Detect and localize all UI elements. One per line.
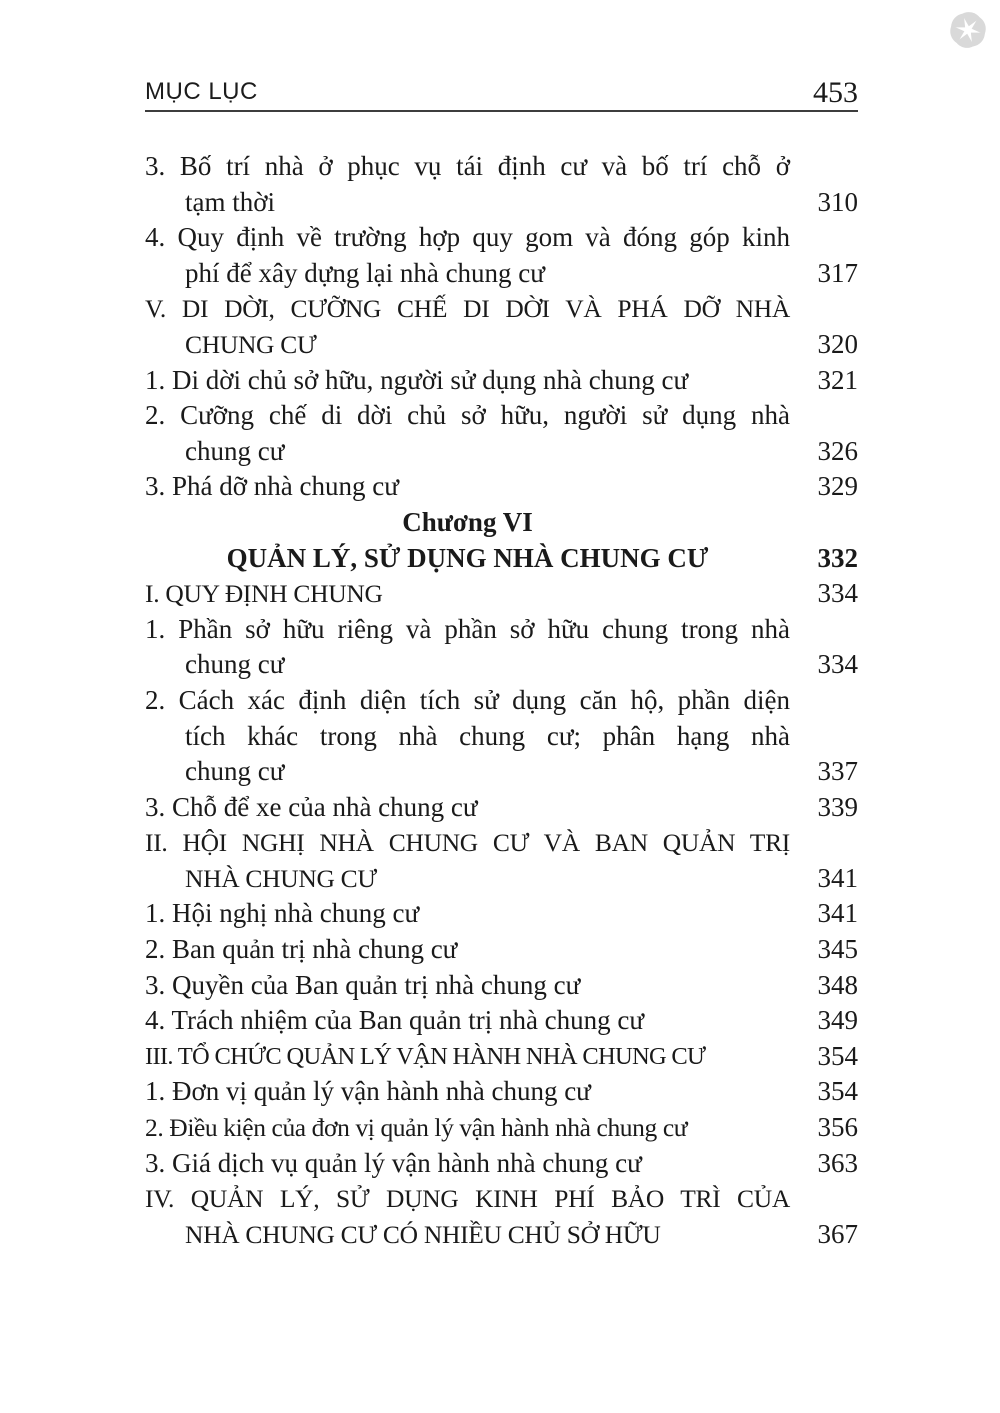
toc-row-text: chung cư: [185, 649, 285, 680]
toc-row-page-number: 354: [817, 1040, 858, 1071]
toc-row-page-number: 321: [817, 364, 858, 395]
toc-row-page-number: 329: [817, 471, 858, 502]
toc-row-text: 1. Hội nghị nhà chung cư: [145, 898, 420, 929]
toc-row: [145, 327, 858, 363]
toc-row-text: II. HỘI NGHỊ NHÀ CHUNG CƯ VÀ BAN QUẢN TRỊ: [145, 828, 790, 858]
toc-row: [145, 968, 858, 1004]
toc-row: [145, 719, 858, 755]
toc-row: [145, 612, 858, 648]
toc-row-text: 3. Bố trí nhà ở phục vụ tái định cư và bố trí chỗ ở: [145, 151, 790, 181]
toc-row-page-number: 341: [817, 862, 858, 893]
toc-list: [145, 149, 858, 1252]
toc-row: [145, 754, 858, 790]
toc-row-page-number: 363: [817, 1147, 858, 1178]
toc-row-text: phí để xây dựng lại nhà chung cư: [185, 257, 545, 288]
toc-row-text: 3. Quyền của Ban quản trị nhà chung cư: [145, 969, 581, 1000]
toc-row: [145, 647, 858, 683]
toc-row-text: 3. Phá dỡ nhà chung cư: [145, 471, 399, 502]
toc-row-text: CHUNG CƯ: [185, 329, 317, 359]
toc-row-text: 4. Trách nhiệm của Ban quản trị nhà chung cư: [145, 1005, 645, 1036]
toc-row-page-number: 367: [817, 1218, 858, 1249]
toc-row: [145, 896, 858, 932]
toc-row-page-number: 317: [817, 257, 858, 288]
toc-row-text: 2. Cưỡng chế di dời chủ sở hữu, người sử dụng nhà: [145, 400, 790, 431]
toc-row-text: tích khác trong nhà chung cư; phân hạng nhà: [185, 720, 790, 751]
toc-row-page-number: 354: [817, 1076, 858, 1107]
toc-row: [145, 1074, 858, 1110]
toc-row: [145, 790, 858, 826]
toc-row-page-number: 356: [817, 1112, 858, 1143]
toc-row-text: 2. Ban quản trị nhà chung cư: [145, 934, 458, 965]
toc-row-text: 2. Cách xác định diện tích sử dụng căn hộ, phần diện: [145, 684, 790, 715]
toc-row-page-number: 334: [817, 649, 858, 680]
toc-row-text: 1. Di dời chủ sở hữu, người sử dụng nhà chung cư: [145, 364, 689, 395]
toc-row: [145, 256, 858, 292]
flower-ornament-icon: [946, 8, 990, 52]
toc-row: [145, 683, 858, 719]
toc-row-page-number: 334: [817, 578, 858, 609]
toc-row-page-number: 349: [817, 1005, 858, 1036]
toc-row: [145, 505, 858, 541]
toc-row-page-number: 337: [817, 756, 858, 787]
toc-row-text: 3. Giá dịch vụ quản lý vận hành nhà chung cư: [145, 1147, 642, 1178]
toc-row-text: QUẢN LÝ, SỬ DỤNG NHÀ CHUNG CƯ: [226, 542, 709, 573]
toc-row-text: 4. Quy định về trường hợp quy gom và đóng góp kinh: [145, 222, 790, 253]
header-page-number: 453: [813, 76, 858, 109]
toc-row: [145, 220, 858, 256]
toc-row-text: 2. Điều kiện của đơn vị quản lý vận hành nhà chung cư: [145, 1113, 688, 1143]
toc-row-page-number: 310: [817, 186, 858, 217]
toc-row-text: 3. Chỗ để xe của nhà chung cư: [145, 791, 478, 822]
toc-row: [145, 932, 858, 968]
toc-row-text: tạm thời: [185, 186, 276, 217]
toc-row: [145, 541, 858, 577]
toc-row: [145, 825, 858, 861]
toc-row: [145, 434, 858, 470]
toc-row-page-number: 348: [817, 969, 858, 1000]
toc-row-text: IV. QUẢN LÝ, SỬ DỤNG KINH PHÍ BẢO TRÌ CỦA: [145, 1184, 790, 1214]
toc-row: [145, 363, 858, 399]
toc-row-page-number: 341: [817, 898, 858, 929]
toc-row-text: NHÀ CHUNG CƯ CÓ NHIỀU CHỦ SỞ HỮU: [185, 1219, 661, 1249]
toc-row: [145, 291, 858, 327]
toc-row: [145, 469, 858, 505]
toc-row-page-number: 345: [817, 934, 858, 965]
toc-row-text: chung cư: [185, 756, 285, 787]
toc-row-text: I. QUY ĐỊNH CHUNG: [145, 579, 383, 609]
toc-row: [145, 1003, 858, 1039]
toc-row: [145, 861, 858, 897]
running-header: [145, 70, 858, 110]
toc-row-text: III. TỔ CHỨC QUẢN LÝ VẬN HÀNH NHÀ CHUNG CƯ: [145, 1042, 706, 1070]
toc-row: [145, 1110, 858, 1146]
toc-row-page-number: 339: [817, 791, 858, 822]
toc-row: [145, 398, 858, 434]
toc-row: [145, 1217, 858, 1253]
toc-row: [145, 185, 858, 221]
toc-row: [145, 1181, 858, 1217]
header-title: MỤC LỤC: [145, 78, 258, 105]
toc-row-page-number: 332: [817, 542, 858, 573]
toc-row-text: V. DI DỜI, CƯỠNG CHẾ DI DỜI VÀ PHÁ DỠ NHÀ: [145, 294, 790, 324]
toc-row-page-number: 326: [817, 435, 858, 466]
toc-row-text: chung cư: [185, 435, 285, 466]
toc-row-page-number: 320: [817, 328, 858, 359]
toc-row-text: 1. Đơn vị quản lý vận hành nhà chung cư: [145, 1076, 591, 1107]
toc-row: [145, 576, 858, 612]
toc-row: [145, 149, 858, 185]
toc-row: [145, 1039, 858, 1075]
toc-row-text: NHÀ CHUNG CƯ: [185, 863, 377, 893]
toc-row-text: 1. Phần sở hữu riêng và phần sở hữu chung trong nhà: [145, 613, 790, 644]
header-rule: [145, 110, 858, 112]
toc-row-text: Chương VI: [402, 506, 533, 537]
toc-row: [145, 1146, 858, 1182]
